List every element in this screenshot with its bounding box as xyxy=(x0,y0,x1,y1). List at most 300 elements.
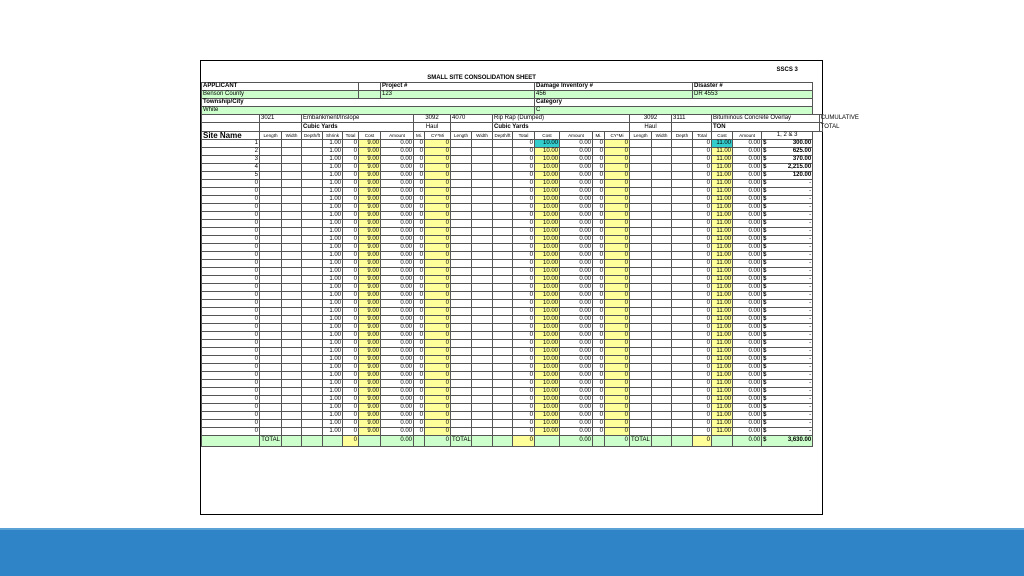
emb-mi-cell[interactable]: 0 xyxy=(414,179,425,187)
bit-depth-cell[interactable] xyxy=(672,395,693,403)
emb-length-cell[interactable] xyxy=(260,171,282,179)
bit-width-cell[interactable] xyxy=(652,187,672,195)
bit-width-cell[interactable] xyxy=(652,219,672,227)
bit-width-cell[interactable] xyxy=(652,395,672,403)
emb-cost-cell[interactable]: 9.00 xyxy=(359,427,381,435)
emb-cost-cell[interactable]: 9.00 xyxy=(359,267,381,275)
rip-width-cell[interactable] xyxy=(472,203,493,211)
bit-depth-cell[interactable] xyxy=(672,427,693,435)
emb-length-cell[interactable] xyxy=(260,267,282,275)
emb-depth-cell[interactable] xyxy=(302,395,323,403)
bit-cost-cell[interactable]: 11.00 xyxy=(712,291,733,299)
bit-depth-cell[interactable] xyxy=(672,291,693,299)
emb-mi-cell[interactable]: 0 xyxy=(414,171,425,179)
site-name-cell[interactable]: 0 xyxy=(202,395,260,403)
emb-mi-cell[interactable]: 0 xyxy=(414,331,425,339)
emb-width-cell[interactable] xyxy=(282,259,302,267)
bit-length-cell[interactable] xyxy=(630,195,652,203)
site-name-cell[interactable]: 0 xyxy=(202,371,260,379)
rip-width-cell[interactable] xyxy=(472,387,493,395)
bit-width-cell[interactable] xyxy=(652,139,672,147)
rip-cost-cell[interactable]: 10.00 xyxy=(535,155,560,163)
emb-cost-cell[interactable]: 9.00 xyxy=(359,291,381,299)
bit-length-cell[interactable] xyxy=(630,403,652,411)
rip-width-cell[interactable] xyxy=(472,267,493,275)
rip-length-cell[interactable] xyxy=(451,355,472,363)
bit-length-cell[interactable] xyxy=(630,339,652,347)
emb-length-cell[interactable] xyxy=(260,355,282,363)
emb-length-cell[interactable] xyxy=(260,379,282,387)
emb-cost-cell[interactable]: 9.00 xyxy=(359,163,381,171)
emb-cost-cell[interactable]: 9.00 xyxy=(359,331,381,339)
emb-width-cell[interactable] xyxy=(282,163,302,171)
emb-length-cell[interactable] xyxy=(260,331,282,339)
emb-depth-cell[interactable] xyxy=(302,315,323,323)
bit-length-cell[interactable] xyxy=(630,315,652,323)
bit-cost-cell[interactable]: 11.00 xyxy=(712,235,733,243)
rip-mi-cell[interactable]: 0 xyxy=(593,275,605,283)
bit-cost-cell[interactable]: 11.00 xyxy=(712,315,733,323)
site-name-cell[interactable]: 4 xyxy=(202,163,260,171)
emb-length-cell[interactable] xyxy=(260,371,282,379)
bit-length-cell[interactable] xyxy=(630,259,652,267)
rip-cost-cell[interactable]: 10.00 xyxy=(535,163,560,171)
bit-width-cell[interactable] xyxy=(652,307,672,315)
rip-mi-cell[interactable]: 0 xyxy=(593,179,605,187)
bit-depth-cell[interactable] xyxy=(672,339,693,347)
rip-depth-cell[interactable] xyxy=(493,179,513,187)
site-name-cell[interactable]: 0 xyxy=(202,339,260,347)
rip-mi-cell[interactable]: 0 xyxy=(593,411,605,419)
bit-depth-cell[interactable] xyxy=(672,355,693,363)
site-name-cell[interactable]: 0 xyxy=(202,227,260,235)
emb-length-cell[interactable] xyxy=(260,427,282,435)
rip-width-cell[interactable] xyxy=(472,371,493,379)
emb-cost-cell[interactable]: 9.00 xyxy=(359,315,381,323)
rip-cost-cell[interactable]: 10.00 xyxy=(535,355,560,363)
bit-cost-cell[interactable]: 11.00 xyxy=(712,419,733,427)
site-name-cell[interactable]: 0 xyxy=(202,187,260,195)
emb-width-cell[interactable] xyxy=(282,347,302,355)
site-name-cell[interactable]: 0 xyxy=(202,307,260,315)
bit-length-cell[interactable] xyxy=(630,155,652,163)
emb-shrink-cell[interactable]: 1.00 xyxy=(323,307,343,315)
rip-width-cell[interactable] xyxy=(472,155,493,163)
emb-depth-cell[interactable] xyxy=(302,307,323,315)
rip-cost-cell[interactable]: 10.00 xyxy=(535,243,560,251)
emb-length-cell[interactable] xyxy=(260,283,282,291)
emb-mi-cell[interactable]: 0 xyxy=(414,211,425,219)
bit-width-cell[interactable] xyxy=(652,411,672,419)
rip-mi-cell[interactable]: 0 xyxy=(593,323,605,331)
emb-length-cell[interactable] xyxy=(260,155,282,163)
rip-mi-cell[interactable]: 0 xyxy=(593,267,605,275)
emb-mi-cell[interactable]: 0 xyxy=(414,347,425,355)
emb-length-cell[interactable] xyxy=(260,163,282,171)
rip-width-cell[interactable] xyxy=(472,355,493,363)
rip-length-cell[interactable] xyxy=(451,299,472,307)
bit-length-cell[interactable] xyxy=(630,227,652,235)
bit-depth-cell[interactable] xyxy=(672,235,693,243)
rip-length-cell[interactable] xyxy=(451,267,472,275)
bit-cost-cell[interactable]: 11.00 xyxy=(712,371,733,379)
emb-length-cell[interactable] xyxy=(260,235,282,243)
rip-cost-cell[interactable]: 10.00 xyxy=(535,171,560,179)
bit-cost-cell[interactable]: 11.00 xyxy=(712,259,733,267)
bit-depth-cell[interactable] xyxy=(672,411,693,419)
bit-length-cell[interactable] xyxy=(630,211,652,219)
site-name-cell[interactable]: 2 xyxy=(202,147,260,155)
emb-shrink-cell[interactable]: 1.00 xyxy=(323,419,343,427)
bit-width-cell[interactable] xyxy=(652,331,672,339)
bit-depth-cell[interactable] xyxy=(672,283,693,291)
bit-depth-cell[interactable] xyxy=(672,147,693,155)
rip-width-cell[interactable] xyxy=(472,379,493,387)
emb-width-cell[interactable] xyxy=(282,363,302,371)
category-value[interactable]: C xyxy=(535,107,813,115)
bit-depth-cell[interactable] xyxy=(672,211,693,219)
rip-depth-cell[interactable] xyxy=(493,355,513,363)
emb-width-cell[interactable] xyxy=(282,411,302,419)
rip-cost-cell[interactable]: 10.00 xyxy=(535,147,560,155)
emb-mi-cell[interactable]: 0 xyxy=(414,363,425,371)
emb-mi-cell[interactable]: 0 xyxy=(414,323,425,331)
bit-length-cell[interactable] xyxy=(630,411,652,419)
rip-length-cell[interactable] xyxy=(451,235,472,243)
rip-mi-cell[interactable]: 0 xyxy=(593,243,605,251)
emb-depth-cell[interactable] xyxy=(302,323,323,331)
bit-cost-cell[interactable]: 11.00 xyxy=(712,219,733,227)
rip-depth-cell[interactable] xyxy=(493,203,513,211)
emb-cost-cell[interactable]: 9.00 xyxy=(359,283,381,291)
site-name-cell[interactable]: 0 xyxy=(202,347,260,355)
bit-width-cell[interactable] xyxy=(652,419,672,427)
emb-width-cell[interactable] xyxy=(282,267,302,275)
rip-width-cell[interactable] xyxy=(472,163,493,171)
emb-width-cell[interactable] xyxy=(282,379,302,387)
rip-length-cell[interactable] xyxy=(451,427,472,435)
emb-cost-cell[interactable]: 9.00 xyxy=(359,155,381,163)
emb-length-cell[interactable] xyxy=(260,211,282,219)
emb-depth-cell[interactable] xyxy=(302,267,323,275)
rip-length-cell[interactable] xyxy=(451,347,472,355)
emb-length-cell[interactable] xyxy=(260,315,282,323)
rip-length-cell[interactable] xyxy=(451,171,472,179)
emb-shrink-cell[interactable]: 1.00 xyxy=(323,163,343,171)
emb-cost-cell[interactable]: 9.00 xyxy=(359,171,381,179)
rip-length-cell[interactable] xyxy=(451,395,472,403)
emb-width-cell[interactable] xyxy=(282,171,302,179)
rip-width-cell[interactable] xyxy=(472,147,493,155)
rip-cost-cell[interactable]: 10.00 xyxy=(535,275,560,283)
emb-shrink-cell[interactable]: 1.00 xyxy=(323,379,343,387)
applicant-value[interactable]: Benson County xyxy=(202,90,359,98)
emb-shrink-cell[interactable]: 1.00 xyxy=(323,203,343,211)
bit-cost-cell[interactable]: 11.00 xyxy=(712,395,733,403)
rip-depth-cell[interactable] xyxy=(493,427,513,435)
rip-width-cell[interactable] xyxy=(472,323,493,331)
rip-depth-cell[interactable] xyxy=(493,267,513,275)
emb-cost-cell[interactable]: 9.00 xyxy=(359,259,381,267)
rip-mi-cell[interactable]: 0 xyxy=(593,355,605,363)
rip-depth-cell[interactable] xyxy=(493,275,513,283)
bit-width-cell[interactable] xyxy=(652,147,672,155)
rip-length-cell[interactable] xyxy=(451,379,472,387)
emb-depth-cell[interactable] xyxy=(302,235,323,243)
emb-shrink-cell[interactable]: 1.00 xyxy=(323,371,343,379)
emb-shrink-cell[interactable]: 1.00 xyxy=(323,155,343,163)
rip-mi-cell[interactable]: 0 xyxy=(593,291,605,299)
emb-depth-cell[interactable] xyxy=(302,339,323,347)
emb-mi-cell[interactable]: 0 xyxy=(414,203,425,211)
emb-width-cell[interactable] xyxy=(282,195,302,203)
bit-width-cell[interactable] xyxy=(652,163,672,171)
rip-length-cell[interactable] xyxy=(451,251,472,259)
emb-depth-cell[interactable] xyxy=(302,275,323,283)
bit-length-cell[interactable] xyxy=(630,163,652,171)
rip-mi-cell[interactable]: 0 xyxy=(593,195,605,203)
emb-depth-cell[interactable] xyxy=(302,243,323,251)
rip-depth-cell[interactable] xyxy=(493,347,513,355)
rip-cost-cell[interactable]: 10.00 xyxy=(535,395,560,403)
bit-width-cell[interactable] xyxy=(652,355,672,363)
site-name-cell[interactable]: 0 xyxy=(202,291,260,299)
bit-cost-cell[interactable]: 11.00 xyxy=(712,187,733,195)
rip-depth-cell[interactable] xyxy=(493,187,513,195)
bit-width-cell[interactable] xyxy=(652,427,672,435)
rip-depth-cell[interactable] xyxy=(493,419,513,427)
rip-cost-cell[interactable]: 10.00 xyxy=(535,323,560,331)
site-name-cell[interactable]: 0 xyxy=(202,355,260,363)
rip-length-cell[interactable] xyxy=(451,259,472,267)
rip-cost-cell[interactable]: 10.00 xyxy=(535,187,560,195)
rip-cost-cell[interactable]: 10.00 xyxy=(535,235,560,243)
emb-shrink-cell[interactable]: 1.00 xyxy=(323,195,343,203)
emb-cost-cell[interactable]: 9.00 xyxy=(359,411,381,419)
emb-cost-cell[interactable]: 9.00 xyxy=(359,251,381,259)
rip-length-cell[interactable] xyxy=(451,363,472,371)
bit-depth-cell[interactable] xyxy=(672,139,693,147)
emb-shrink-cell[interactable]: 1.00 xyxy=(323,283,343,291)
bit-length-cell[interactable] xyxy=(630,203,652,211)
emb-length-cell[interactable] xyxy=(260,203,282,211)
bit-cost-cell[interactable]: 11.00 xyxy=(712,379,733,387)
emb-mi-cell[interactable]: 0 xyxy=(414,355,425,363)
site-name-cell[interactable]: 0 xyxy=(202,211,260,219)
bit-width-cell[interactable] xyxy=(652,387,672,395)
emb-cost-cell[interactable]: 9.00 xyxy=(359,419,381,427)
rip-length-cell[interactable] xyxy=(451,155,472,163)
rip-length-cell[interactable] xyxy=(451,291,472,299)
rip-depth-cell[interactable] xyxy=(493,195,513,203)
emb-width-cell[interactable] xyxy=(282,355,302,363)
bit-length-cell[interactable] xyxy=(630,187,652,195)
emb-length-cell[interactable] xyxy=(260,387,282,395)
emb-depth-cell[interactable] xyxy=(302,299,323,307)
emb-mi-cell[interactable]: 0 xyxy=(414,243,425,251)
rip-depth-cell[interactable] xyxy=(493,331,513,339)
rip-length-cell[interactable] xyxy=(451,195,472,203)
rip-depth-cell[interactable] xyxy=(493,219,513,227)
bit-length-cell[interactable] xyxy=(630,379,652,387)
rip-cost-cell[interactable]: 10.00 xyxy=(535,419,560,427)
site-name-cell[interactable]: 0 xyxy=(202,235,260,243)
emb-width-cell[interactable] xyxy=(282,395,302,403)
bit-depth-cell[interactable] xyxy=(672,163,693,171)
emb-mi-cell[interactable]: 0 xyxy=(414,147,425,155)
rip-cost-cell[interactable]: 10.00 xyxy=(535,371,560,379)
emb-depth-cell[interactable] xyxy=(302,187,323,195)
emb-cost-cell[interactable]: 9.00 xyxy=(359,139,381,147)
emb-length-cell[interactable] xyxy=(260,419,282,427)
emb-shrink-cell[interactable]: 1.00 xyxy=(323,259,343,267)
emb-mi-cell[interactable]: 0 xyxy=(414,275,425,283)
emb-depth-cell[interactable] xyxy=(302,363,323,371)
emb-shrink-cell[interactable]: 1.00 xyxy=(323,139,343,147)
rip-depth-cell[interactable] xyxy=(493,371,513,379)
bit-width-cell[interactable] xyxy=(652,195,672,203)
emb-cost-cell[interactable]: 9.00 xyxy=(359,179,381,187)
emb-width-cell[interactable] xyxy=(282,139,302,147)
bit-cost-cell[interactable]: 11.00 xyxy=(712,331,733,339)
rip-depth-cell[interactable] xyxy=(493,307,513,315)
site-name-cell[interactable]: 0 xyxy=(202,299,260,307)
emb-depth-cell[interactable] xyxy=(302,251,323,259)
emb-length-cell[interactable] xyxy=(260,411,282,419)
emb-depth-cell[interactable] xyxy=(302,195,323,203)
emb-width-cell[interactable] xyxy=(282,315,302,323)
emb-depth-cell[interactable] xyxy=(302,259,323,267)
bit-length-cell[interactable] xyxy=(630,323,652,331)
rip-mi-cell[interactable]: 0 xyxy=(593,227,605,235)
site-name-cell[interactable]: 0 xyxy=(202,411,260,419)
emb-cost-cell[interactable]: 9.00 xyxy=(359,403,381,411)
emb-width-cell[interactable] xyxy=(282,243,302,251)
rip-depth-cell[interactable] xyxy=(493,243,513,251)
emb-mi-cell[interactable]: 0 xyxy=(414,139,425,147)
rip-mi-cell[interactable]: 0 xyxy=(593,171,605,179)
emb-depth-cell[interactable] xyxy=(302,419,323,427)
rip-mi-cell[interactable]: 0 xyxy=(593,307,605,315)
rip-length-cell[interactable] xyxy=(451,275,472,283)
emb-width-cell[interactable] xyxy=(282,339,302,347)
bit-length-cell[interactable] xyxy=(630,171,652,179)
bit-cost-cell[interactable]: 11.00 xyxy=(712,403,733,411)
site-name-cell[interactable]: 5 xyxy=(202,171,260,179)
rip-depth-cell[interactable] xyxy=(493,387,513,395)
emb-depth-cell[interactable] xyxy=(302,347,323,355)
emb-mi-cell[interactable]: 0 xyxy=(414,163,425,171)
bit-cost-cell[interactable]: 11.00 xyxy=(712,155,733,163)
emb-width-cell[interactable] xyxy=(282,235,302,243)
site-name-cell[interactable]: 0 xyxy=(202,427,260,435)
emb-length-cell[interactable] xyxy=(260,243,282,251)
emb-depth-cell[interactable] xyxy=(302,331,323,339)
bit-cost-cell[interactable]: 11.00 xyxy=(712,243,733,251)
bit-cost-cell[interactable]: 11.00 xyxy=(712,195,733,203)
emb-width-cell[interactable] xyxy=(282,283,302,291)
rip-cost-cell[interactable]: 10.00 xyxy=(535,259,560,267)
rip-mi-cell[interactable]: 0 xyxy=(593,379,605,387)
emb-cost-cell[interactable]: 9.00 xyxy=(359,219,381,227)
bit-width-cell[interactable] xyxy=(652,371,672,379)
emb-mi-cell[interactable]: 0 xyxy=(414,283,425,291)
bit-depth-cell[interactable] xyxy=(672,243,693,251)
rip-mi-cell[interactable]: 0 xyxy=(593,203,605,211)
bit-length-cell[interactable] xyxy=(630,139,652,147)
emb-width-cell[interactable] xyxy=(282,147,302,155)
site-name-cell[interactable]: 0 xyxy=(202,331,260,339)
rip-width-cell[interactable] xyxy=(472,283,493,291)
emb-depth-cell[interactable] xyxy=(302,227,323,235)
emb-width-cell[interactable] xyxy=(282,299,302,307)
emb-shrink-cell[interactable]: 1.00 xyxy=(323,323,343,331)
emb-depth-cell[interactable] xyxy=(302,139,323,147)
emb-cost-cell[interactable]: 9.00 xyxy=(359,187,381,195)
rip-width-cell[interactable] xyxy=(472,251,493,259)
rip-depth-cell[interactable] xyxy=(493,379,513,387)
bit-length-cell[interactable] xyxy=(630,243,652,251)
rip-length-cell[interactable] xyxy=(451,387,472,395)
bit-width-cell[interactable] xyxy=(652,339,672,347)
bit-length-cell[interactable] xyxy=(630,235,652,243)
bit-width-cell[interactable] xyxy=(652,227,672,235)
rip-mi-cell[interactable]: 0 xyxy=(593,403,605,411)
rip-cost-cell[interactable]: 10.00 xyxy=(535,379,560,387)
township-value[interactable]: White xyxy=(202,107,535,115)
rip-length-cell[interactable] xyxy=(451,331,472,339)
bit-width-cell[interactable] xyxy=(652,291,672,299)
bit-width-cell[interactable] xyxy=(652,243,672,251)
bit-length-cell[interactable] xyxy=(630,347,652,355)
emb-mi-cell[interactable]: 0 xyxy=(414,427,425,435)
bit-length-cell[interactable] xyxy=(630,267,652,275)
bit-length-cell[interactable] xyxy=(630,307,652,315)
bit-cost-cell[interactable]: 11.00 xyxy=(712,227,733,235)
emb-mi-cell[interactable]: 0 xyxy=(414,395,425,403)
rip-mi-cell[interactable]: 0 xyxy=(593,235,605,243)
bit-cost-cell[interactable]: 11.00 xyxy=(712,251,733,259)
emb-width-cell[interactable] xyxy=(282,419,302,427)
emb-cost-cell[interactable]: 9.00 xyxy=(359,355,381,363)
emb-cost-cell[interactable]: 9.00 xyxy=(359,147,381,155)
bit-width-cell[interactable] xyxy=(652,179,672,187)
rip-width-cell[interactable] xyxy=(472,227,493,235)
rip-length-cell[interactable] xyxy=(451,411,472,419)
emb-depth-cell[interactable] xyxy=(302,283,323,291)
emb-mi-cell[interactable]: 0 xyxy=(414,387,425,395)
rip-depth-cell[interactable] xyxy=(493,291,513,299)
emb-width-cell[interactable] xyxy=(282,403,302,411)
bit-length-cell[interactable] xyxy=(630,179,652,187)
emb-mi-cell[interactable]: 0 xyxy=(414,307,425,315)
rip-cost-cell[interactable]: 10.00 xyxy=(535,331,560,339)
rip-depth-cell[interactable] xyxy=(493,363,513,371)
rip-width-cell[interactable] xyxy=(472,187,493,195)
rip-mi-cell[interactable]: 0 xyxy=(593,347,605,355)
rip-cost-cell[interactable]: 10.00 xyxy=(535,211,560,219)
emb-cost-cell[interactable]: 9.00 xyxy=(359,307,381,315)
rip-depth-cell[interactable] xyxy=(493,403,513,411)
emb-cost-cell[interactable]: 9.00 xyxy=(359,275,381,283)
site-name-cell[interactable]: 0 xyxy=(202,195,260,203)
bit-length-cell[interactable] xyxy=(630,275,652,283)
rip-mi-cell[interactable]: 0 xyxy=(593,139,605,147)
emb-length-cell[interactable] xyxy=(260,275,282,283)
emb-mi-cell[interactable]: 0 xyxy=(414,219,425,227)
site-name-cell[interactable]: 0 xyxy=(202,203,260,211)
rip-depth-cell[interactable] xyxy=(493,315,513,323)
